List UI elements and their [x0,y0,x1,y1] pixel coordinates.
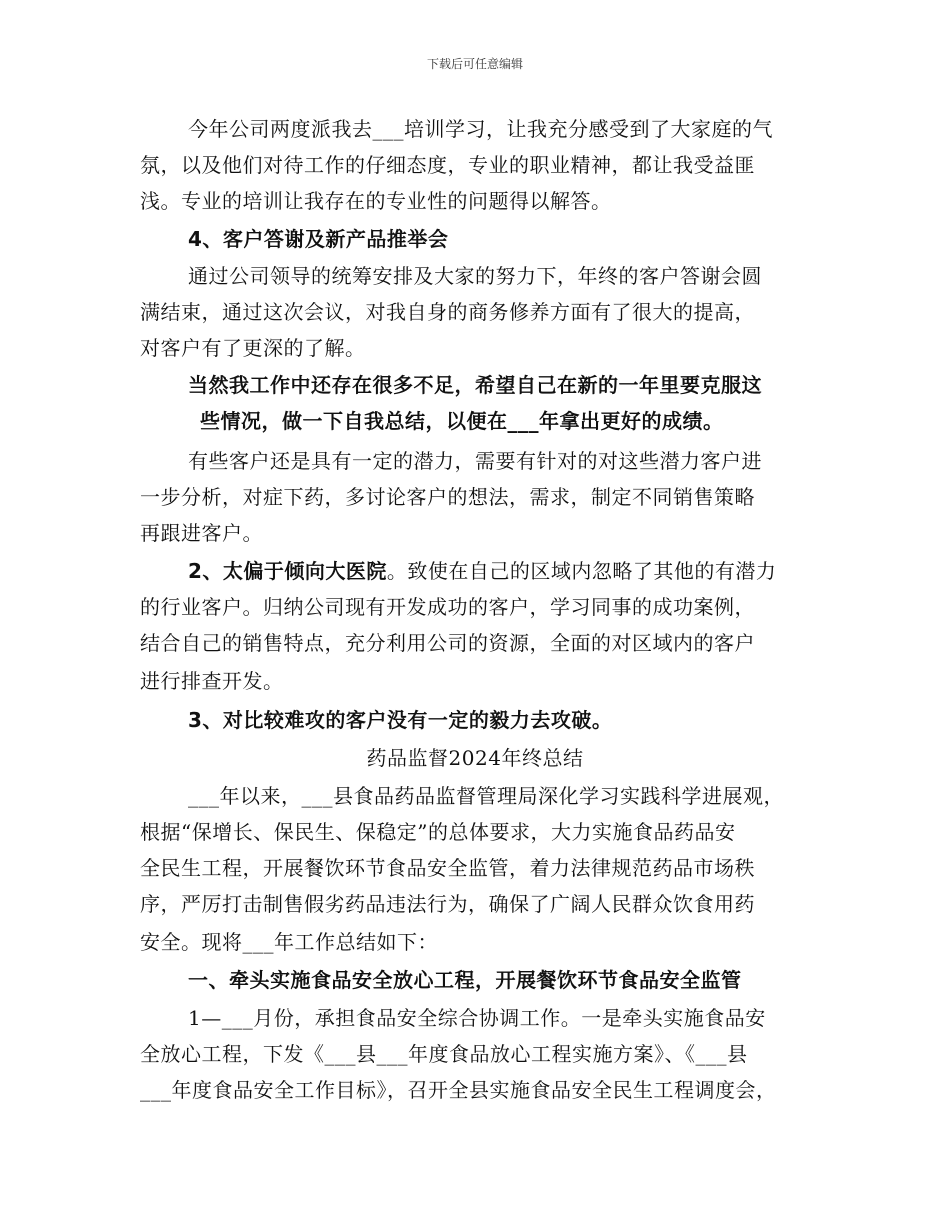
paragraph-line: 浅。专业的培训让我存在的专业性的问题得以解答。 [140,189,612,213]
paragraph-line: 的行业客户。归纳公司现有开发成功的客户，学习同事的成功案例， [140,595,755,619]
point-text: 。致使在自己的区域内忽略了其他的有潜力 [386,559,777,583]
paragraph-line: 今年公司两度派我去___培训学习，让我充分感受到了大家庭的气 [188,117,773,141]
paragraph-line: 满结束，通过这次会议，对我自身的商务修养方面有了很大的提高， [140,300,755,324]
paragraph-line: 氛，以及他们对待工作的仔细态度，专业的职业精神，都让我受益匪 [140,153,755,177]
paragraph-line: 对客户有了更深的了解。 [140,336,366,360]
section-heading: 4、客户答谢及新产品推举会 [188,227,449,251]
section-heading: 一、牵头实施食品安全放心工程，开展餐饮环节食品安全监管 [188,968,742,992]
paragraph-line: 再跟进客户。 [140,521,263,545]
bold-paragraph-line: 当然我工作中还存在很多不足，希望自己在新的一年里要克服这 [188,373,762,397]
paragraph-line: ___年以来，___县食品药品监督管理局深化学习实践科学进展观， [188,784,784,808]
paragraph-line: 全民生工程，开展餐饮环节食品安全监管，着力法律规范药品市场秩 [140,856,755,880]
page-header: 下载后可任意编辑 [426,57,523,71]
document-title: 药品监督2024年终总结 [366,746,584,770]
paragraph-line: 安全。现将___年工作总结如下： [140,930,438,954]
paragraph-line: 根据“保增长、保民生、保稳定”的总体要求，大力实施食品药品安 [140,820,736,844]
bold-paragraph-line: 些情况，做一下自我总结，以便在___年拿出更好的成绩。 [200,409,724,433]
paragraph-line: 序，严厉打击制售假劣药品违法行为，确保了广阔人民群众饮食用药 [140,892,755,916]
point-heading: 2、太偏于倾向大医院 [188,559,387,583]
section-heading: 3、对比较难攻的客户没有一定的毅力去攻破。 [188,708,613,732]
paragraph-line: 1—___月份，承担食品安全综合协调工作。一是牵头实施食品安 [188,1006,766,1030]
paragraph-line: 全放心工程，下发《___县___年度食品放心工程实施方案》、《___县 [140,1042,748,1066]
paragraph-line: 进行排查开发。 [140,669,284,693]
paragraph-line: 结合自己的销售特点，充分利用公司的资源，全面的对区域内的客户 [140,631,755,655]
paragraph-line: ___年度食品安全工作目标》，召开全县实施食品安全民生工程调度会， [140,1078,777,1102]
paragraph-line: 通过公司领导的统筹安排及大家的努力下，年终的客户答谢会圆 [188,264,762,288]
paragraph-line: 一步分析，对症下药，多讨论客户的想法，需求，制定不同销售策略 [140,485,755,509]
paragraph-line [188,559,776,583]
paragraph-line: 有些客户还是具有一定的潜力，需要有针对的对这些潜力客户进 [188,449,762,473]
